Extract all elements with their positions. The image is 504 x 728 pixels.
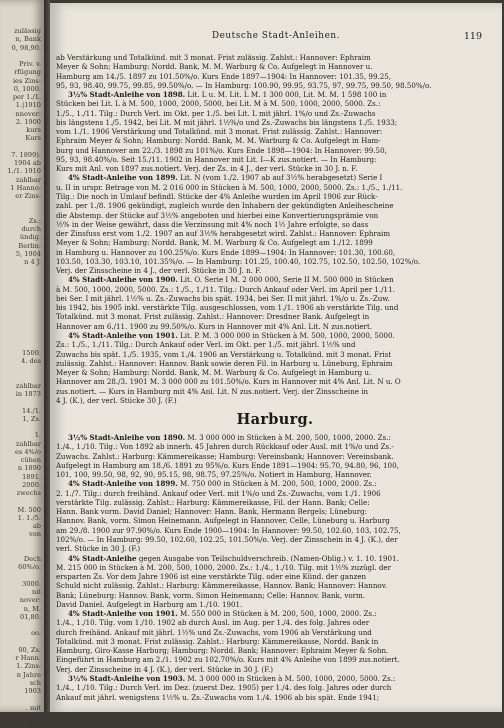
text-line xyxy=(56,368,494,377)
text-line xyxy=(56,211,494,220)
left-page-fragment: Priv. v. xyxy=(19,60,41,68)
text-line xyxy=(56,396,494,405)
entry-heading-line xyxy=(56,173,494,182)
text-line xyxy=(56,544,494,553)
left-page-fragment: 1. Zins- xyxy=(16,662,41,671)
line-text: 1./4., 1./10. Tilg.: Durch Verl. im Dez. (zuerst Dez. 1905) per 1./4. des folg. Jahres oder durch xyxy=(56,683,392,693)
line-text: der Zinsfuss erst vom 1./2. 1907 an auf 3½% herabgesetzt wird. Zahlst.: Hannover: Ephraim xyxy=(56,229,391,239)
entry-title: 4% Stadt-Anleihe von 1900. xyxy=(68,275,178,285)
line-text: Verj. der Zinsscheine in 4 J. (K.), der verl. Stücke in 30 J. (F.) xyxy=(56,664,274,674)
text-line xyxy=(56,655,494,664)
line-text: 4 J. (K.), der verl. Stücke 30 J. (F.) xyxy=(56,395,177,405)
entry-title: 4% Stadt-Anleihe von 1901. xyxy=(68,330,178,340)
text-line xyxy=(56,118,494,127)
line-text: Ankauf mit jährl. wenigstens 1½% u. Zs.-Zuwachs vom 1./4. 1906 ab bis spät. Ende 1941; xyxy=(56,692,380,702)
left-page-fragment: in 1873 xyxy=(15,390,41,398)
left-page-fragment: zulässig xyxy=(14,27,41,35)
text-line xyxy=(56,387,494,396)
text-line xyxy=(56,600,494,609)
line-text: Stücken bei Lit. L à M. 500, 1000, 2000, 5000, bei Lit. M à M. 500, 1000, 2000, 5000. Zs.: xyxy=(56,99,381,109)
line-text: Hamburg, Giro-Kasse Harburg; Hamburg: Nordd. Bank; Hannover: Ephraim Meyer & Sohn. xyxy=(56,646,389,656)
left-page-fragment: er Zins- xyxy=(15,192,41,200)
left-page-fragment: zwechs xyxy=(16,489,41,497)
text-line xyxy=(56,665,494,674)
left-page-fragment: 5, 1904 xyxy=(15,249,41,258)
line-text: Meyer & Sohn; Hamburg: Nordd. Bank, M. M. Warburg & Co. Aufgelegt in Hannover u. xyxy=(56,62,373,72)
text-line xyxy=(56,229,494,238)
left-page-fragment: r Hann. xyxy=(15,654,41,662)
entry-title: 3½% Stadt-Anleihe von 1898. xyxy=(68,90,186,100)
left-page-fragment: ilung xyxy=(24,711,41,720)
left-page-fragment: Kurs xyxy=(25,134,41,143)
text-line xyxy=(56,516,494,525)
text-line xyxy=(56,303,494,312)
line-text: 1./4., 1./10. Tilg.: Von 1892 ab innerh. 45 Jahren durch Rückkauf oder Ausl. mit 1%/o und Zs.- xyxy=(56,442,394,452)
entry-heading-line xyxy=(56,275,494,284)
left-page-fragment: 3000. xyxy=(22,579,41,588)
line-text: M. 3 000 000 in Stücken à M. 200, 500, 1000, 2000. Zs.: xyxy=(185,433,391,443)
left-page-fragment: n, Bank xyxy=(15,35,41,44)
line-text: Hannover am 6./11. 1900 zu 99.50%/o. Kurs in Hannover mit 4% Anl. Lit. N zus.notiert. xyxy=(56,321,373,331)
line-text: M. 550 000 in Stücken à M. 200, 500, 1000, 2000. Zs.: xyxy=(177,609,377,619)
text-line xyxy=(56,489,494,498)
text-line xyxy=(56,62,494,71)
left-page-fragment: Zs.: xyxy=(28,216,41,225)
left-page-fragment: ies Zins- xyxy=(12,76,41,85)
line-text: Totalkünd. mit 3 monat. Frist zulässig. Zahlst.: Hannover: Dresdner Bank. Aufgelegt in xyxy=(56,312,370,322)
left-page-fragment: 14./1. xyxy=(22,406,41,415)
line-text: verl. Stücke in 30 J. (F.) xyxy=(56,544,141,554)
left-page-fragment: cühen xyxy=(20,456,41,464)
left-page-fragment: durch xyxy=(21,225,41,233)
left-page-fragment: 1.|1910 xyxy=(15,101,41,110)
line-text: 95, 93, 98.40%/o. Seit 15./11. 1902 in Hannover mit Lit. I—K zus.notiert. — In Hamburg: xyxy=(56,154,377,164)
entry-title: 3½% Stadt-Anleihe von 1903. xyxy=(68,674,186,683)
line-text: bis 1942, bis 1905 inkl. verstärkte Tilg. ausgeschlossen, vom 1./1. 1906 ab verstärkte Tilg. und xyxy=(56,303,399,313)
left-page-fragment: 1904 ab xyxy=(13,159,41,167)
text-line xyxy=(56,526,494,535)
line-text: burg und Hannover am 22./3. 1898 zu 101%/o. Kurs Ende 1898—1904: In Hannover: 99.50, xyxy=(56,145,387,155)
line-text: ab Verstärkung und Totalkünd. mit 3 monat. Frist zulässig. Zahlst.: Hannover: Ephraim xyxy=(56,53,371,62)
line-text: M. 3 000 000 in Stücken à M. 500, 1000, 2000, 5000. Zs.: xyxy=(185,674,396,683)
entry-heading-line xyxy=(56,479,494,488)
line-text: M. 750 000 in Stücken à M. 200, 500, 1000, 2000. Zs.: xyxy=(177,479,377,489)
line-text: zahl. per 1./8. 1906 gekündigt, zugleich wurde den Inhabern der gekündigten Anleihescheine xyxy=(56,201,394,211)
line-text: Bank; Lüneburg: Hannov. Bank, vorm. Simon Heinemann; Celle: Hannov. Bank, vorm. xyxy=(56,590,365,600)
left-page-fragment: sch xyxy=(29,678,41,687)
left-page-fragment: M. 500 xyxy=(17,505,41,514)
left-page-fragment: nit xyxy=(31,588,41,596)
page-title: Deutsche Stadt-Anleihen. xyxy=(211,31,341,41)
text-line xyxy=(56,563,494,572)
left-page-fragment: n Jahre xyxy=(16,670,41,679)
left-page-fragment: 1. xyxy=(34,431,41,440)
text-line xyxy=(56,155,494,164)
line-text: zus.notiert. — Kurs in Hamburg mit 4% Anl. Lit. N zus.notiert. Verj. der Zinsscheine in xyxy=(56,386,369,396)
left-page-fragment: 1500. xyxy=(22,348,41,357)
entry-heading-line xyxy=(56,674,494,683)
line-text: Kurs mit Anl. von 1897 zus.notiert. Verj. der Zs. in 4 J., der verl. Stücke in 30 J. n. F. xyxy=(56,164,358,174)
line-text: Ephraim Meyer & Sohn; Hamburg: Nordd. Bank, M. M. Warburg & Co. Aufgelegt in Ham- xyxy=(56,136,381,146)
text-line xyxy=(56,99,494,108)
left-page-fragment: 1 Hanno- xyxy=(10,183,41,192)
left-page-fragment: per 1./1. xyxy=(12,93,41,101)
left-page-fragment: 60%/o. xyxy=(18,563,41,572)
line-text: 1./4., 1./10. Tilg. vom 1./10. 1902 ab durch Ausl. im Aug. per 1./4. des folg. Jahres oder xyxy=(56,618,370,628)
line-text: am 29./8. 1900 zur 97.90%/o. Kurs Ende 1900—1904: In Hannover: 99.50, 102.60, 103, 102.75, xyxy=(56,525,401,535)
left-page-fragment: rfügung xyxy=(14,68,41,77)
line-text: 102%/o. — In Hamburg: 99.50, 102.60, 102.25, 101.50%/o. Verj. der Zinsschein in 4 J. (K.), der xyxy=(56,535,398,545)
text-line xyxy=(56,470,494,479)
line-text: bis längstens 1./5. 1942, bei Lit. M mit jährl. 1½%/o und Zs.-Zuwachs bis längstens 1./5. 1933; xyxy=(56,117,398,127)
left-page-fragment: 00, Zs. xyxy=(18,645,41,654)
text-line xyxy=(56,507,494,516)
entry-heading-line xyxy=(56,433,494,442)
text-line xyxy=(56,136,494,145)
text-line xyxy=(56,146,494,155)
left-page-fragment: zahlbar xyxy=(15,439,41,448)
right-page xyxy=(50,3,502,712)
line-text: Lit. P. M. 3 000 000 in Stücken à M. 500, 1000, 2000, 5000. xyxy=(177,330,395,340)
line-text: Lit. L u. M. Lit. L M. 1 300 000, Lit. M. M. 1 598 100 in xyxy=(185,90,387,100)
line-text: Hann. Bank vorm. David Daniel; Hannover: Hann. Bank, Hermann Bergels; Lüneburg: xyxy=(56,507,368,517)
line-text: Verj. der Zinsscheine in 4 J., der verl. Stücke in 30 J. n. F. xyxy=(56,266,262,276)
section-heading: Harburg. xyxy=(236,411,314,429)
text-line xyxy=(56,377,494,386)
entry-title: 4% Stadt-Anleihe von 1899. xyxy=(68,173,178,183)
line-text: Lit. O. Serie I M. 2 000 000, Serie II M. 500 000 in Stücken xyxy=(177,275,394,285)
line-text: in Hamburg u. Hannover zu 100.25%/o. Kurs Ende 1899—1904: In Hannover: 101.30, 100.60, xyxy=(56,247,396,257)
text-line xyxy=(56,257,494,266)
text-line xyxy=(56,192,494,201)
line-text: 95, 93, 98.40, 99.75, 99.85, 99.50%/o. — In Hamburg: 100.90, 99.95, 93.75, 97, 99.75, 99.50, 98.50%/o. xyxy=(56,80,432,90)
text-line xyxy=(56,637,494,646)
left-page-fragment: von xyxy=(29,530,41,539)
left-page-fragment: 1. 1./5. xyxy=(17,513,41,522)
text-line xyxy=(56,350,494,359)
text-line xyxy=(56,618,494,627)
text-line xyxy=(56,266,494,275)
line-text: Totalkünd. mit 3 monat. Frist zulässig. Zahlst.: Harburg: Kämmereikasse, Nordd. Bank in xyxy=(56,636,379,646)
left-page-fragment: Berlin: xyxy=(18,241,41,250)
left-page-fragment: n 1890 xyxy=(17,464,41,473)
left-page-fragment: nover: xyxy=(19,596,41,605)
left-page-fragment: zahlbar xyxy=(15,175,41,184)
entry-heading-line xyxy=(56,90,494,99)
line-text: Zuwachs. Zahlst.: Harburg: Kämmereikasse; Hamburg: Vereinsbank; Hannover: Vereinsbank. xyxy=(56,451,394,461)
text-block-bottom xyxy=(56,433,494,702)
left-page-fragment: oo. xyxy=(31,629,41,638)
line-text: ersparten Zs. Vor dem Jahre 1906 ist eine verstärkte Tilg. oder eine Künd. der ganzen xyxy=(56,572,367,582)
left-page-fragment: 4. des xyxy=(21,357,41,365)
text-line xyxy=(56,442,494,451)
line-text: durch freihänd. Ankauf mit jährl. 1½% und Zs.-Zuwachs, vom 1906 ab Verstärkung und xyxy=(56,627,372,637)
line-text: Meyer & Sohn; Hamburg: Nordd. Bank, M. M. Warburg & Co. Aufgelegt in Hamburg u. xyxy=(56,368,372,378)
left-page-fragment: 2000. xyxy=(22,480,41,489)
text-line xyxy=(56,498,494,507)
line-text: Zuwachs bis spät. 1./5. 1935, vom 1./4. 1906 an Verstärkung u. Totalkünd. mit 3 monat. Frist xyxy=(56,349,392,359)
left-page-fragment: 1903 xyxy=(24,687,41,695)
line-text: 101, 100, 99.50, 98, 92, 90, 95.15, 98, 98.75, 97.25%/o. Notiert in Hamburg, Hannover. xyxy=(56,470,372,480)
left-page-fragment: 1906 xyxy=(24,720,41,728)
left-page-fragment: ab xyxy=(32,522,41,530)
text-line xyxy=(56,201,494,210)
line-text: Tilg.: Die noch in Umlauf befindl. Stücke der 4% Anleihe wurden im April 1906 zur Rück- xyxy=(56,191,378,201)
entry-title: 4% Stadt-Anleihe von 1901. xyxy=(68,609,178,619)
line-text: ½% in der Weise gewährt, dass die Verzinsung mit 4% noch 1½ Jahre erfolgte, so dass xyxy=(56,219,369,229)
line-text: 103.50, 103.30, 103.10, 101.35%/o. — In Hamburg: 101.25, 100.40, 102.75, 102.50, 102.50, 102%/o. xyxy=(56,256,421,266)
line-text: 2. 1./7. Tilg.: durch freihänd. Ankauf oder Verl. mit 1%/o und Zs.-Zuwachs, vom 1./1. 1906 xyxy=(56,488,381,498)
text-line xyxy=(56,452,494,461)
entry-heading-line xyxy=(56,331,494,340)
body-text xyxy=(56,53,494,702)
left-page-fragment: 7. 1899). xyxy=(11,150,41,159)
left-page-fragment: 0, 98,90. xyxy=(11,43,41,52)
left-page-fragment: Dech xyxy=(23,555,41,563)
left-page-fragment: 1891. xyxy=(22,472,41,481)
text-line xyxy=(56,220,494,229)
text-line xyxy=(56,164,494,173)
left-page-fragment: zahlbar xyxy=(15,381,41,390)
page-number: 119 xyxy=(463,31,482,42)
line-text: M. 215 000 in Stücken à M. 200, 500, 1000, 2000. Zs.: 1./4., 1./10. Tilg. mit 1½% zuzügl. der xyxy=(56,562,391,572)
left-page-fragment: n, M. xyxy=(23,604,41,613)
text-line xyxy=(56,581,494,590)
entry-title: 4% Stadt-Anleihe von 1899. xyxy=(68,479,178,489)
line-text: Meyer & Sohn; Hamburg: Nordd. Bank, M. M. Warburg & Co. Aufgelegt am 1./12. 1899 xyxy=(56,238,373,248)
entry-heading-line xyxy=(56,554,494,563)
line-text: Zs.: 1./5., 1./11. Tilg.: Durch Ankauf oder Verl. im Okt. per 1./5. mit jährl. 1½% und xyxy=(56,340,356,350)
left-page-fragment: 1./1. 1910 xyxy=(7,167,41,176)
text-line xyxy=(56,340,494,349)
line-text: verstärkte Tilg. zulässig. Zahlst.: Harburg: Kämmereikasse, Fil. der Hann. Bank; Celle: xyxy=(56,497,370,507)
left-page-fragment: ündig. xyxy=(19,233,41,242)
text-line xyxy=(56,183,494,192)
line-text: zulässig. Zahlst.: Hannover: Hannov. Bank sowie deren Fil. in Harburg u. Lüneburg, Ephraim xyxy=(56,358,393,368)
text-line xyxy=(56,535,494,544)
text-block-top xyxy=(56,53,494,405)
left-page-fragment: 0, 1000. xyxy=(13,84,41,93)
text-line xyxy=(56,628,494,637)
text-line xyxy=(56,72,494,81)
text-line xyxy=(56,312,494,321)
line-text: Eingeführt in Hamburg am 2./1. 1902 zu 102.70%/o. Kurs mit 4% Anleihe von 1899 zus.notiert. xyxy=(56,655,400,665)
line-text: die Abstemp. der Stücke auf 3½% angeboten und hierbei eine Konvertierungsprämie von xyxy=(56,210,379,220)
line-text: bei Ser. I mit jährl. 1½% u. Zs.-Zuwachs bis spät. 1934, bei Ser. II mit jährl. 1%/o u. Zs.-Zuw. xyxy=(56,293,390,303)
line-text: Hannov. Bank, vorm. Simon Heinemann. Aufgelegt in Hannover, Celle, Lüneburg u. Harburg xyxy=(56,516,390,526)
text-line xyxy=(56,461,494,470)
text-line xyxy=(56,693,494,702)
line-text: u. II in urspr. Betrage von M. 2 016 000 in Stücken à M. 500, 1000, 2000, 5000. Zs.: 1./5., 1./11. xyxy=(56,182,403,192)
line-text: vom 1./1. 1906 Verstärkung und Totalkünd. mit 3 monat. Frist zulässig. Zahlst.: Hannover: xyxy=(56,127,383,137)
text-line xyxy=(56,322,494,331)
line-text: Hannover am 28./3. 1901 M. 3 000 000 zu 101.50%/o. Kurs in Hannover mit 4% Anl. Lit. N u. O xyxy=(56,377,401,387)
line-text: Schuld nicht zulässig. Zahlst.: Harburg: Kämmereikasse, Hannov. Bank; Hannover: Hannov. xyxy=(56,581,388,591)
line-text: 1./5., 1./11. Tilg.: Durch Verl. im Okt. per 1./5. bei Lit. L mit jährl. 1%/o und Zs.-Zuwachs xyxy=(56,108,376,118)
text-line xyxy=(56,591,494,600)
line-text: Hamburg am 14./5. 1897 zu 101.50%/o. Kurs Ende 1897—1904: In Hannover: 101.35, 99.25, xyxy=(56,71,391,81)
text-line xyxy=(56,285,494,294)
left-page-edge xyxy=(0,0,44,728)
line-text: Aufgelegt in Hamburg am 18./6. 1891 zu 95%/o. Kurs Ende 1891—1904: 95.70, 94.80, 96, 100, xyxy=(56,460,399,470)
left-page-fragment: . mit xyxy=(25,703,41,712)
text-line xyxy=(56,238,494,247)
text-line xyxy=(56,248,494,257)
text-line xyxy=(56,359,494,368)
left-page-fragment: 01,80. xyxy=(20,612,41,621)
left-page-fragment: 1, Zs. xyxy=(22,414,41,423)
line-text: Lit. N (vom 1./2. 1907 ab auf 3½% herabgesetzt) Serie I xyxy=(177,173,383,183)
left-page-fragment: es 4%/o xyxy=(14,447,41,456)
entry-heading-line xyxy=(56,609,494,618)
left-page-fragment: n 4 J. xyxy=(24,258,41,266)
line-text: gegen Ausgabe von Teilschuldverschreib. (Namen-Oblig.) v. 1. 10. 1901. xyxy=(136,553,399,563)
entry-title: 4% Stadt-Anleihe xyxy=(68,553,137,563)
text-line xyxy=(56,294,494,303)
text-line xyxy=(56,127,494,136)
line-text: à M. 500, 1000, 2000, 5000. Zs.: 1./5., 1./11. Tilg.: Durch Ankauf oder Verl. im April per 1./11. xyxy=(56,284,395,294)
page-header xyxy=(50,31,502,45)
text-line xyxy=(56,81,494,90)
entry-title: 3½% Stadt-Anleihe von 1890. xyxy=(68,433,186,443)
text-line xyxy=(56,53,494,62)
text-line xyxy=(56,683,494,692)
left-page-fragment: kurs xyxy=(26,126,41,134)
left-page-fragment: 2. 1900 xyxy=(15,117,41,126)
line-text: David Daniel. Aufgelegt in Harburg am 1./10. 1901. xyxy=(56,599,243,609)
left-page-fragment: nnover: xyxy=(15,109,41,118)
text-line xyxy=(56,109,494,118)
text-line xyxy=(56,572,494,581)
text-line xyxy=(56,646,494,655)
